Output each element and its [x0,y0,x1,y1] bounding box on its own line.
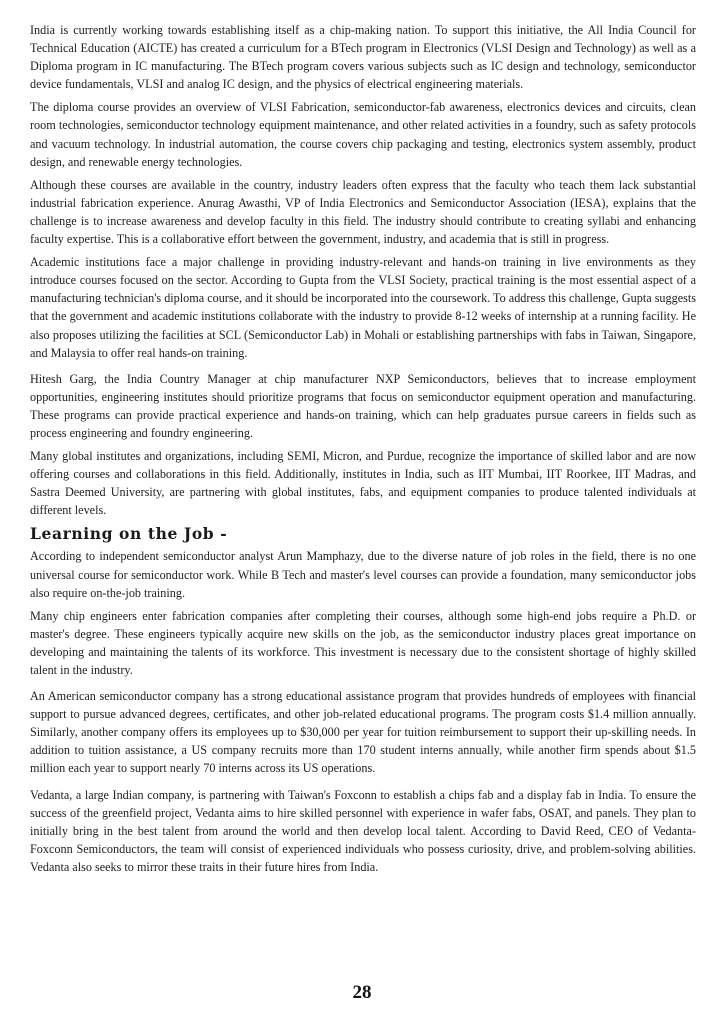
page-number: 28 [352,982,372,1003]
paragraph-aicte-curriculum: India is currently working towards establishing itself as a chip-making nation. To support this initiative, the All India Council for Technical Education (AICTE) has created a curriculum for a BTech program in Electronics (VLSI Design and Technology) as well as a Diploma program in IC manufacturing. The BTech program covers various subjects such as IC design and technology, semiconductor device fundamentals, VLSI and analog IC design, and the physics of electrical engineering materials. [30,23,696,92]
paragraph-educational-assistance: An American semiconductor company has a strong educational assistance program that provides hundreds of employees with financial support to pursue advanced degrees, certificates, and other job-related educational programs. The program costs $1.4 million annually. Similarly, another company offers its employees up to $30,000 per year for tuition reimbursement to support their up-skilling needs. In addition to tuition assistance, a US company recruits more than 170 student interns annually, while another firm spends about $1.5 million each year to support nearly 70 interns across its US operations. [30,689,696,776]
article-body [30,21,696,881]
paragraph-nxp-garg: Hitesh Garg, the India Country Manager at chip manufacturer NXP Semiconductors, believes that to increase employment opportunities, engineering institutes should prioritize programs that focus on semiconductor equipment operation and manufacturing. These programs can provide practical experience and hands-on training, which can help graduates pursue careers in fields such as process engineering and foundry engineering. [30,371,696,440]
section-heading: Learning on the Job - [30,524,228,544]
paragraph-hands-on-training: Academic institutions face a major challenge in providing industry-relevant and hands-on training in live environments as they introduce courses focused on the sector. According to Gupta from the VLSI Society, practical training is the most essential aspect of a manufacturing technician's diploma course, and it should be incorporated into the coursework. To address this challenge, Gupta suggests that the government and academic institutions collaborate with the industry to provide 8-12 weeks of internship at a running facility. He also proposes utilizing the facilities at SCL (Semiconductor Lab) in Mohali or establishing partnerships with fabs in Taiwan, Singapore, and Malaysia to offer real hands-on training. [30,255,696,360]
paragraph-diploma-course: The diploma course provides an overview of VLSI Fabrication, semiconductor-fab awareness, electronics devices and circuits, clean room technologies, semiconductor technology equipment maintenance, and other related activities in a foundry, such as safety protocols and vacuum technology. In industrial automation, the course covers chip packaging and testing, electronics system assembly, product design, and renewable energy technologies. [30,100,696,169]
paragraph-vedanta-foxconn: Vedanta, a large Indian company, is partnering with Taiwan's Foxconn to establish a chips fab and a display fab in India. To ensure the success of the greenfield project, Vedanta aims to hire skilled personnel with experience in wafer fabs, OSAT, and panels. They plan to initially bring in the best talent from around the world and then develop local talent. According to David Reed, CEO of Vedanta-Foxconn Semiconductors, the team will consist of experienced individuals who possess curiosity, drive, and problem-solving abilities. Vedanta also seeks to mirror these traits in their future hires from India. [30,787,696,874]
paragraph-faculty-experience: Although these courses are available in the country, industry leaders often express that the faculty who teach them lack substantial industrial fabrication experience. Anurag Awasthi, VP of India Electronics and Semiconductor Association (IESA), explains that the challenge is to increase awareness and develop faculty in this field. The industry should contribute to creating syllabi and enhancing faculty expertise. This is a collaborative effort between the government, industry, and academia that is still in progress. [30,177,696,247]
paragraph-on-the-job-training: According to independent semiconductor analyst Arun Mamphazy, due to the diverse nature of job roles in the field, there is no one universal course for semiconductor work. While B Tech and master's level courses can provide a foundation, many semiconductor jobs also require on-the-job training. [30,549,696,600]
paragraph-global-institutes: Many global institutes and organizations, including SEMI, Micron, and Purdue, recognize the importance of skilled labor and are now offering courses and collaborations in this field. Additionally, institutes in India, such as IIT Mumbai, IIT Roorkee, IIT Madras, and Sastra Deemed University, are partnering with global institutes, fabs, and equipment companies to produce talented individuals at different levels. [30,449,696,518]
paragraph-chip-engineers: Many chip engineers enter fabrication companies after completing their courses, although some high-end jobs require a Ph.D. or master's degree. These engineers typically acquire new skills on the job, as the semiconductor industry places great importance on developing and maintaining the talents of its workforce. This investment is necessary due to the consistent shortage of highly skilled talent in the industry. [30,608,696,677]
